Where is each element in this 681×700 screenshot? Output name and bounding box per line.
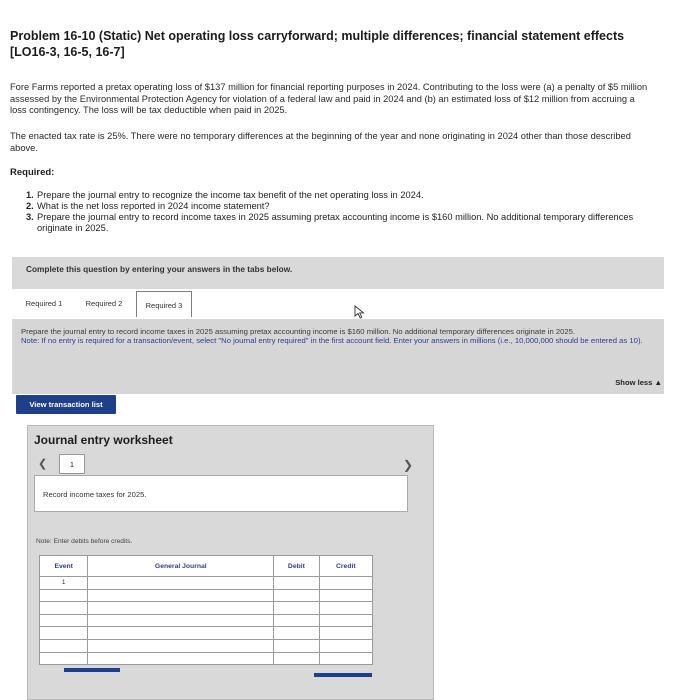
column-header-general-journal: General Journal: [88, 556, 274, 577]
chevron-left-icon[interactable]: ❮: [38, 458, 48, 470]
column-header-credit: Credit: [319, 556, 372, 577]
account-field[interactable]: [88, 577, 274, 590]
chevron-right-icon[interactable]: ❯: [403, 458, 414, 472]
credit-field[interactable]: [319, 602, 372, 615]
event-cell: [40, 652, 88, 665]
table-row: [40, 589, 373, 602]
debit-field[interactable]: [274, 589, 319, 602]
debit-field[interactable]: [274, 614, 319, 627]
credit-field[interactable]: [319, 589, 372, 602]
instructions-panel: [12, 319, 664, 394]
journal-table: [39, 555, 373, 665]
entry-description-box: [34, 475, 408, 512]
instructions-note: Note: If no entry is required for a transaction/event, select "No journal entry required" in the first account field. Enter your answers in millions (i.e., 10,000,000 should be entered as 10).: [21, 336, 643, 345]
table-row: [40, 652, 373, 665]
debit-field[interactable]: [274, 577, 319, 590]
requirements-list: [26, 190, 646, 234]
event-cell: [40, 589, 88, 602]
requirement-text: What is the net loss reported in 2024 income statement?: [37, 201, 270, 211]
table-row: [40, 639, 373, 652]
requirement-text: Prepare the journal entry to record income taxes in 2025 assuming pretax accounting income is $160 million. No additional temporary differences originate in 2025.: [37, 212, 634, 233]
credit-field[interactable]: [319, 652, 372, 665]
credit-field[interactable]: [319, 614, 372, 627]
problem-paragraph-2: The enacted tax rate is 25%. There were no temporary differences at the beginning of the year and none originating in 2024 other than those described above.: [10, 131, 631, 153]
credit-field[interactable]: [319, 627, 372, 640]
worksheet-title: Journal entry worksheet: [34, 433, 173, 447]
table-row: [40, 577, 373, 590]
debit-field[interactable]: [274, 639, 319, 652]
table-row: [40, 627, 373, 640]
requirement-3: [26, 212, 646, 234]
requirement-number: 3.: [26, 212, 34, 222]
required-heading: Required:: [10, 167, 55, 178]
requirement-number: 2.: [26, 201, 34, 211]
requirement-1: [26, 190, 646, 201]
credit-field[interactable]: [319, 577, 372, 590]
column-header-event: Event: [40, 556, 88, 577]
view-transaction-list-button[interactable]: View transaction list: [16, 395, 116, 414]
record-entry-button-edge[interactable]: [64, 668, 120, 672]
page-number-box[interactable]: 1: [59, 454, 85, 474]
event-cell: [40, 602, 88, 615]
tab-required-3[interactable]: Required 3: [136, 291, 192, 317]
show-less-link[interactable]: Show less ▲: [615, 378, 662, 387]
table-row: [40, 614, 373, 627]
requirement-number: 1.: [26, 190, 34, 200]
debit-field[interactable]: [274, 627, 319, 640]
event-cell: [40, 639, 88, 652]
event-number: 1: [61, 579, 66, 587]
table-row: [40, 602, 373, 615]
column-header-debit: Debit: [274, 556, 319, 577]
account-field[interactable]: [88, 602, 274, 615]
problem-title: Problem 16-10 (Static) Net operating loss carryforward; multiple differences; financial statement effects [LO16-3, 16-5, 16-7]: [10, 29, 625, 59]
account-field[interactable]: [88, 627, 274, 640]
event-cell: [40, 614, 88, 627]
event-cell: [40, 577, 88, 590]
credit-field[interactable]: [319, 639, 372, 652]
tab-required-1[interactable]: Required 1: [25, 299, 63, 308]
mouse-cursor-icon: [353, 305, 367, 319]
tab-required-2[interactable]: Required 2: [85, 299, 123, 308]
complete-question-bar: Complete this question by entering your answers in the tabs below.: [12, 257, 664, 289]
account-field[interactable]: [88, 639, 274, 652]
requirement-text: Prepare the journal entry to recognize the income tax benefit of the net operating loss in 2024.: [37, 190, 424, 200]
instructions-main: Prepare the journal entry to record income taxes in 2025 assuming pretax accounting income is $160 million. No additional temporary differences originate in 2025.: [21, 327, 576, 336]
view-journal-button-edge[interactable]: [314, 673, 372, 677]
event-cell: [40, 627, 88, 640]
account-field[interactable]: [88, 589, 274, 602]
debits-note: Note: Enter debits before credits.: [36, 538, 133, 545]
account-field[interactable]: [88, 652, 274, 665]
debit-field[interactable]: [274, 652, 319, 665]
requirement-2: [26, 201, 646, 212]
account-field[interactable]: [88, 614, 274, 627]
problem-paragraph-1: Fore Farms reported a pretax operating loss of $137 million for financial reporting purposes in 2024. Contributing to the loss were (a) a penalty of $5 million assessed by the Environmental Protection Agency for violation of a federal law and paid in 2024 and (b) an estimated loss of $12 million from accruing a loss contingency. The loss will be tax deductible when paid in 2025.: [10, 82, 648, 115]
record-instruction-text: Record income taxes for 2025.: [43, 490, 147, 499]
debit-field[interactable]: [274, 602, 319, 615]
